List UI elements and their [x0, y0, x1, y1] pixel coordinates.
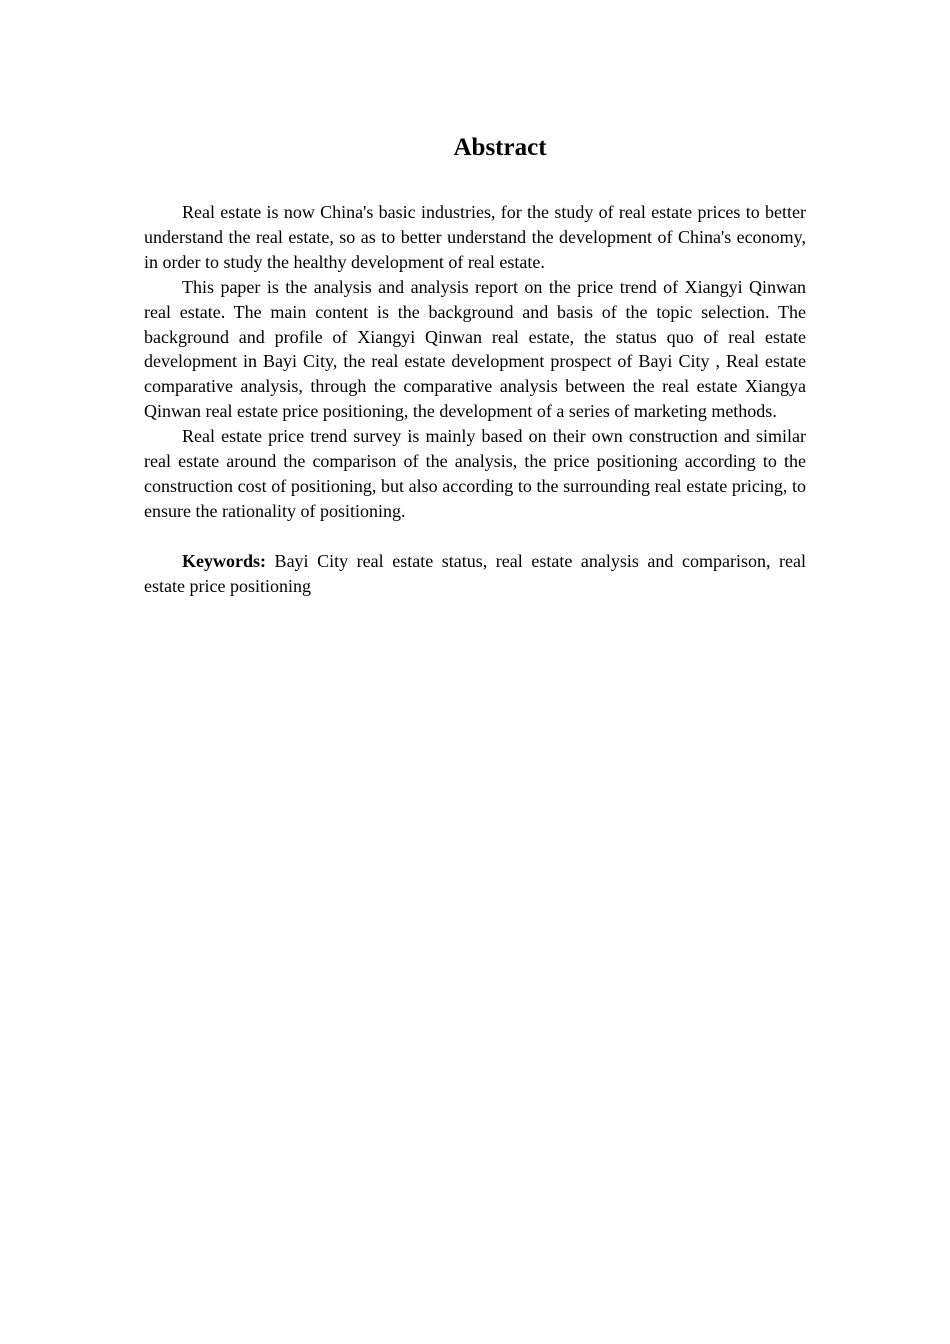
- abstract-section: [144, 130, 806, 599]
- abstract-title: Abstract: [453, 134, 547, 161]
- abstract-paragraph-3: Real estate price trend survey is mainly based on their own construction and similar real estate around the comparison of the analysis, the price positioning according to the construction cost of positioning, but also according to the surrounding real estate pricing, to ensure the rationality of positioning.: [144, 426, 806, 521]
- abstract-paragraph-2: This paper is the analysis and analysis report on the price trend of Xiangyi Qinwan real estate. The main content is the background and basis of the topic selection. The background and profile of Xiangyi Qinwan real estate, the status quo of real estate development in Bayi City, the real estate development prospect of Bayi City , Real estate comparative analysis, through the comparative analysis between the real estate Xiangya Qinwan real estate price positioning, the development of a series of marketing methods.: [144, 276, 806, 422]
- keywords-label: Keywords:: [182, 550, 266, 571]
- keywords-text: Bayi City real estate status, real estate analysis and comparison, real estate price positioning: [144, 550, 806, 596]
- abstract-paragraph-1: Real estate is now China's basic industries, for the study of real estate prices to better understand the real estate, so as to better understand the development of China's economy, in order to study the healthy development of real estate.: [144, 202, 806, 272]
- keywords-line: [144, 549, 806, 599]
